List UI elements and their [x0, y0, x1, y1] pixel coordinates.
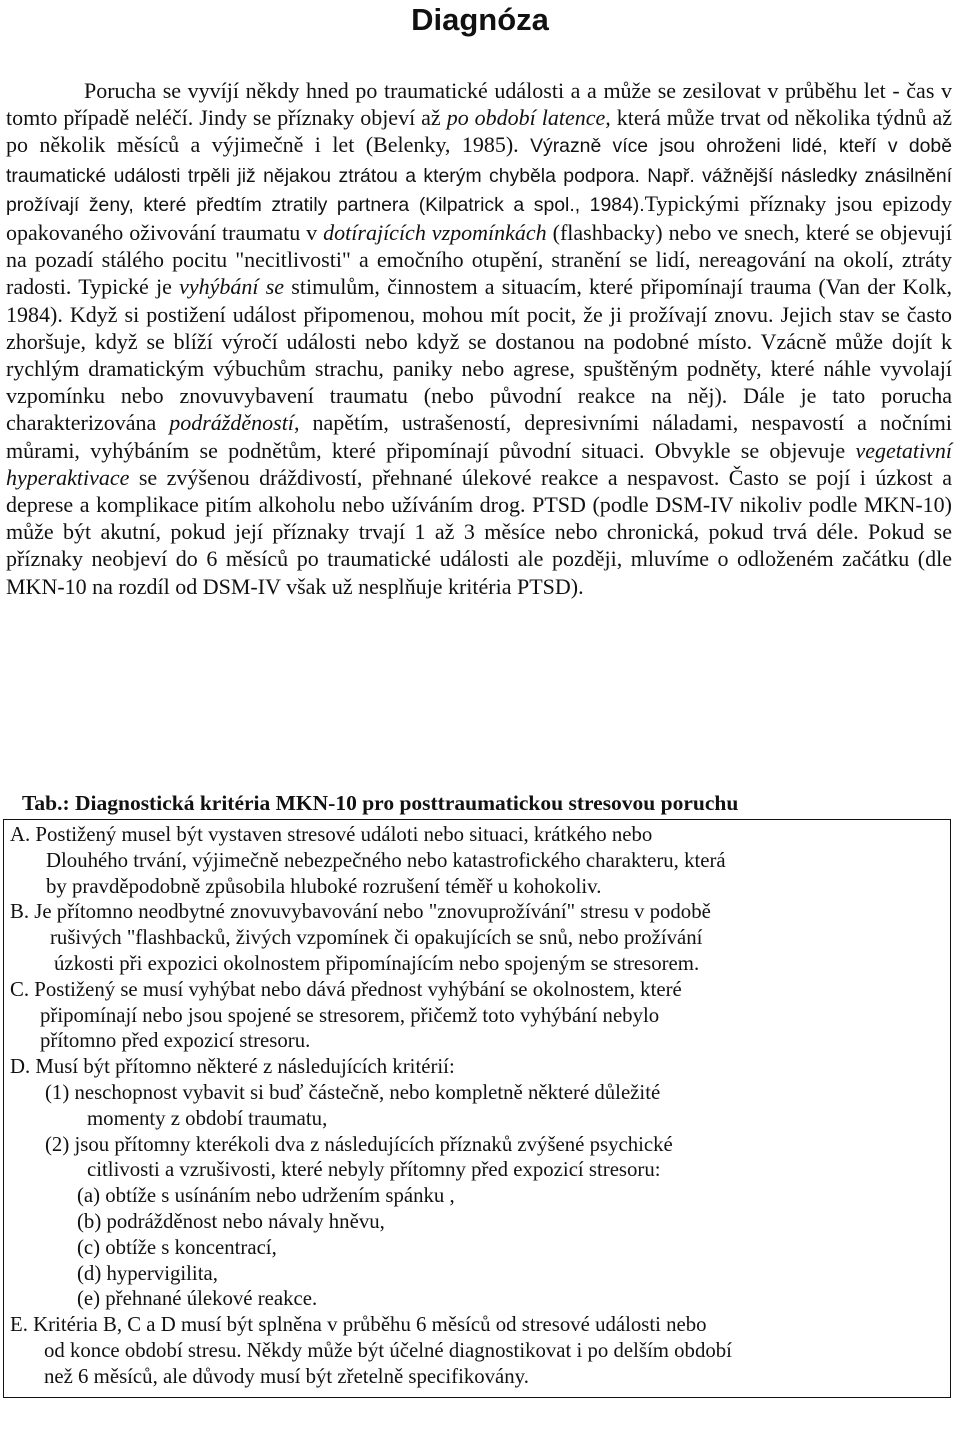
- body-text-run: , napětím, ustrašeností, depresivními náladami, nespavostí a nočními můrami, vyhýbáním se podnětům, které připomínají původní situaci. Obvykle se objevuje: [6, 410, 953, 463]
- body-text-run: (flashbacky) nebo ve snech, které se objevují na pozadí stálého pocitu "necitlivosti" a emočního otupění, stranění se lidí, nereagování na okolí, ztráty radosti. Typické je: [6, 220, 952, 300]
- criterion-line: úzkosti při expozici okolnostem připomínajícím nebo spojeným se stresorem.: [54, 951, 700, 975]
- criterion-line: D. Musí být přítomno některé z následujících kritérií:: [10, 1055, 455, 1079]
- criterion-line: (c) obtíže s koncentrací,: [77, 1235, 277, 1259]
- criterion-line: rušivých "flashbacků, živých vzpomínek či opakujících se snů, nebo prožívání: [50, 926, 703, 950]
- criterion-line: A. Postižený musel být vystaven stresové událoti nebo situaci, krátkého nebo: [10, 823, 653, 846]
- criterion-line: Dlouhého trvání, výjimečně nebezpečného nebo katastrofického charakteru, která: [46, 848, 726, 872]
- body-paragraph: [6, 77, 952, 600]
- criterion-line: citlivosti a vzrušivosti, které nebyly přítomny před expozicí stresoru:: [87, 1158, 661, 1182]
- criteria-list: [10, 822, 950, 1390]
- italic-term-latence: po období latence,: [446, 105, 611, 131]
- page-title: Diagnóza: [411, 2, 549, 37]
- body-text-run: která může trvat od několika týdnů až po několik měsíců a výjimečně i let (Belenky, 1985).: [6, 105, 953, 158]
- body-text-run: Typickými příznaky jsou epizody opakovaného oživování traumatu v: [6, 190, 952, 246]
- criterion-line: (a) obtíže s usínáním nebo udržením spánku ,: [77, 1184, 455, 1208]
- criterion-line: (d) hypervigilita,: [77, 1261, 218, 1285]
- criterion-line: C. Postižený se musí vyhýbat nebo dává přednost vyhýbání se okolnostem, které: [10, 977, 682, 1001]
- criterion-line: připomínají nebo jsou spojené se stresorem, přičemž toto vyhýbání nebylo: [40, 1003, 660, 1027]
- body-text-run: stimulům, činnostem a situacím, které připomínají trauma (Van der Kolk, 1984). Když si postižení událost připomenou, mohou mít pocit, že ji prožívají znovu. Jejich stav se často zhoršuje, když se blíží výročí události nebo když se dostanou na podobné místo. Vzácně může dojít k rychlým dramatickým výbuchům strachu, paniky nebo agrese, spuštěným podněty, které náhle vyvolají vzpomínku nebo znovuvybavení traumatu (nebo původní reakce na něj). Dále je tato porucha charakterizována: [6, 274, 953, 436]
- criterion-line: (b) podrážděnost nebo návaly hněvu,: [77, 1209, 385, 1233]
- criterion-line: přítomno před expozicí stresoru.: [40, 1029, 311, 1053]
- body-text-run: Porucha se vyvíjí někdy hned po traumatické události a a může se zesilovat v průběhu let - čas v tomto případě neléčí. Jindy se příznaky objeví až: [6, 78, 952, 131]
- criterion-line: od konce období stresu. Někdy může být účelné diagnostikovat i po delším období: [44, 1338, 732, 1362]
- table-title: Tab.: Diagnostická kritéria MKN-10 pro posttraumatickou stresovou poruchu: [22, 791, 739, 815]
- italic-term-vzpominky: dotírajících vzpomínkách: [323, 220, 547, 246]
- criterion-line: než 6 měsíců, ale důvody musí být zřetelně specifikovány.: [44, 1364, 529, 1388]
- criterion-line: (2) jsou přítomny kterékoli dva z následujících příznaků zvýšené psychické: [45, 1132, 673, 1156]
- criterion-line: by pravděpodobně způsobila hluboké rozrušení téměř u kohokoliv.: [46, 874, 602, 898]
- criterion-line: (1) neschopnost vybavit si buď částečně, nebo kompletně některé důležité: [45, 1080, 661, 1104]
- criterion-line: (e) přehnané úlekové reakce.: [77, 1287, 318, 1311]
- criterion-line: momenty z období traumatu,: [87, 1106, 328, 1130]
- italic-term-podrazdenost: podrážděností: [169, 410, 294, 436]
- body-text-run-sans: Výrazně více jsou ohroženi lidé, kteří v době traumatické události trpěli již nějakou ztrátou a kterým chyběla podpora. Např. vážnější následky znásilnění prožívají ženy, které předtím ztratily partnera (Kilpatrick a spol., 1984).: [6, 135, 952, 216]
- criterion-line: E. Kritéria B, C a D musí být splněna v průběhu 6 měsíců od stresové události nebo: [10, 1313, 707, 1337]
- body-text-run: se zvýšenou dráždivostí, přehnané úlekové reakce a nespavost. Často se pojí i úzkost a deprese a komplikace pitím alkoholu nebo užíváním drog. PTSD (podle DSM-IV nikoliv podle MKN-10) může být akutní, pokud její příznaky trvají 1 až 3 měsíce nebo chronická, pokud trvá déle. Pokud se příznaky neobjeví do 6 měsíců po traumatické události ale později, mluvíme o odloženém začátku (dle MKN-10 na rozdíl od DSM-IV však už nesplňuje kritéria PTSD).: [6, 464, 952, 599]
- criterion-line: B. Je přítomno neodbytné znovuvybavování nebo "znovuprožívání" stresu v podobě: [10, 900, 711, 924]
- italic-term-vyhybani: vyhýbání se: [179, 274, 285, 300]
- italic-term-hyperaktivace: vegetativní hyperaktivace: [6, 437, 952, 490]
